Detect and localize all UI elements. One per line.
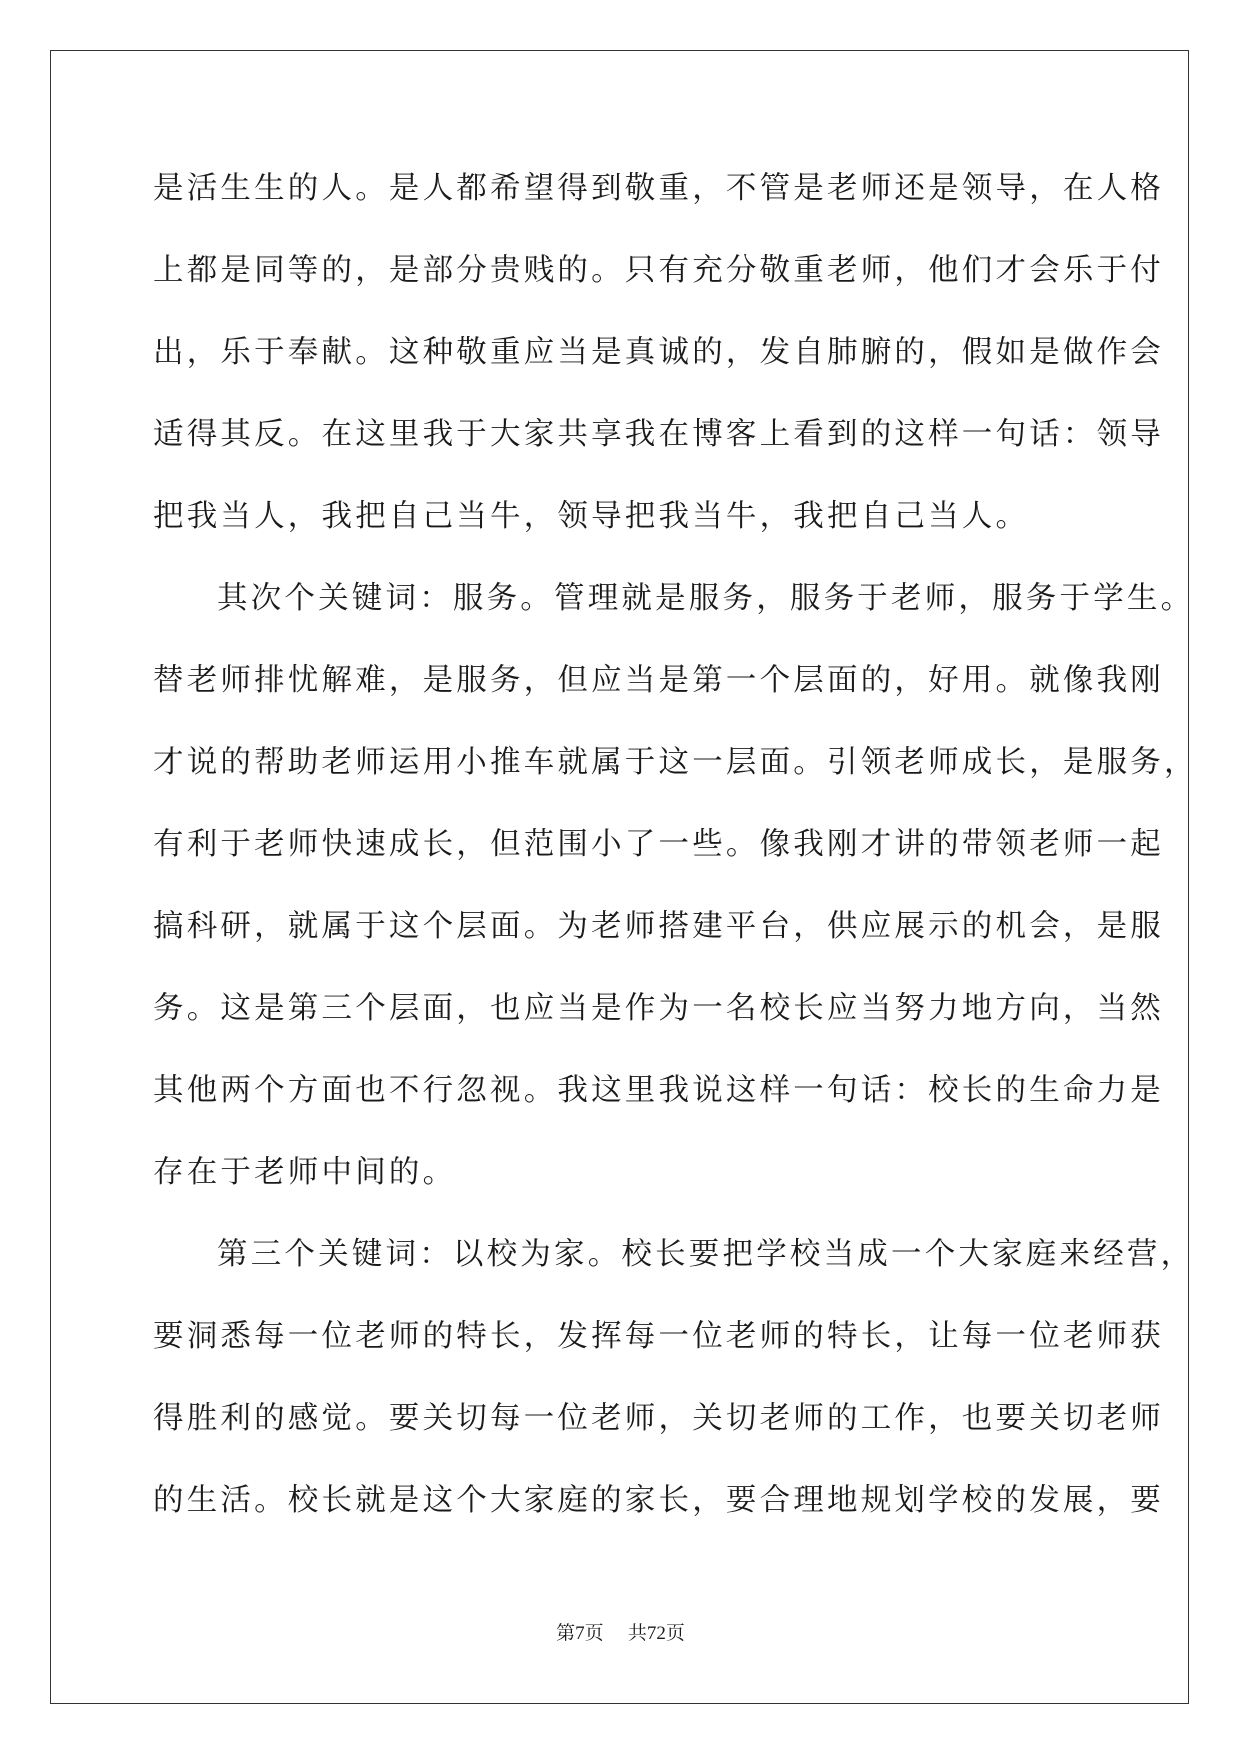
total-prefix: 共 — [627, 1623, 647, 1644]
text-line: 有利于老师快速成长，但范围小了一些。像我刚才讲的带领老师一起 — [153, 827, 1164, 862]
text-line: 出，乐于奉献。这种敬重应当是真诚的，发自肺腑的，假如是做作会 — [153, 335, 1164, 370]
page-suffix: 页 — [584, 1623, 604, 1644]
page-footer — [0, 1618, 1241, 1645]
paragraph-first-line: 第三个关键词：以校为家。校长要把学校当成一个大家庭来经营， — [217, 1237, 1195, 1272]
text-line: 务。这是第三个层面，也应当是作为一名校长应当努力地方向，当然 — [153, 991, 1164, 1026]
text-line: 才说的帮助老师运用小推车就属于这一层面。引领老师成长，是服务， — [153, 745, 1198, 780]
total-pages: 72 — [646, 1623, 666, 1644]
text-line: 把我当人，我把自己当牛，领导把我当牛，我把自己当人。 — [153, 499, 1030, 534]
text-line: 适得其反。在这里我于大家共享我在博客上看到的这样一句话：领导 — [153, 417, 1164, 452]
text-line: 搞科研，就属于这个层面。为老师搭建平台，供应展示的机会，是服 — [153, 909, 1164, 944]
paragraph-first-line: 其次个关键词：服务。管理就是服务，服务于老师，服务于学生。 — [217, 581, 1195, 616]
total-suffix: 页 — [665, 1623, 685, 1644]
text-line: 要洞悉每一位老师的特长，发挥每一位老师的特长，让每一位老师获 — [153, 1319, 1164, 1354]
text-line: 的生活。校长就是这个大家庭的家长，要合理地规划学校的发展，要 — [153, 1483, 1164, 1518]
text-line: 其他两个方面也不行忽视。我这里我说这样一句话：校长的生命力是 — [153, 1073, 1164, 1108]
page-number: 7 — [575, 1623, 585, 1644]
page-prefix: 第 — [556, 1623, 576, 1644]
body-text — [153, 148, 1198, 1542]
text-line: 存在于老师中间的。 — [153, 1155, 457, 1190]
text-line: 上都是同等的，是部分贵贱的。只有充分敬重老师，他们才会乐于付 — [153, 253, 1164, 288]
text-line: 得胜利的感觉。要关切每一位老师，关切老师的工作，也要关切老师 — [153, 1401, 1164, 1436]
text-line: 是活生生的人。是人都希望得到敬重，不管是老师还是领导，在人格 — [153, 171, 1164, 206]
text-line: 替老师排忧解难，是服务，但应当是第一个层面的，好用。就像我刚 — [153, 663, 1164, 698]
